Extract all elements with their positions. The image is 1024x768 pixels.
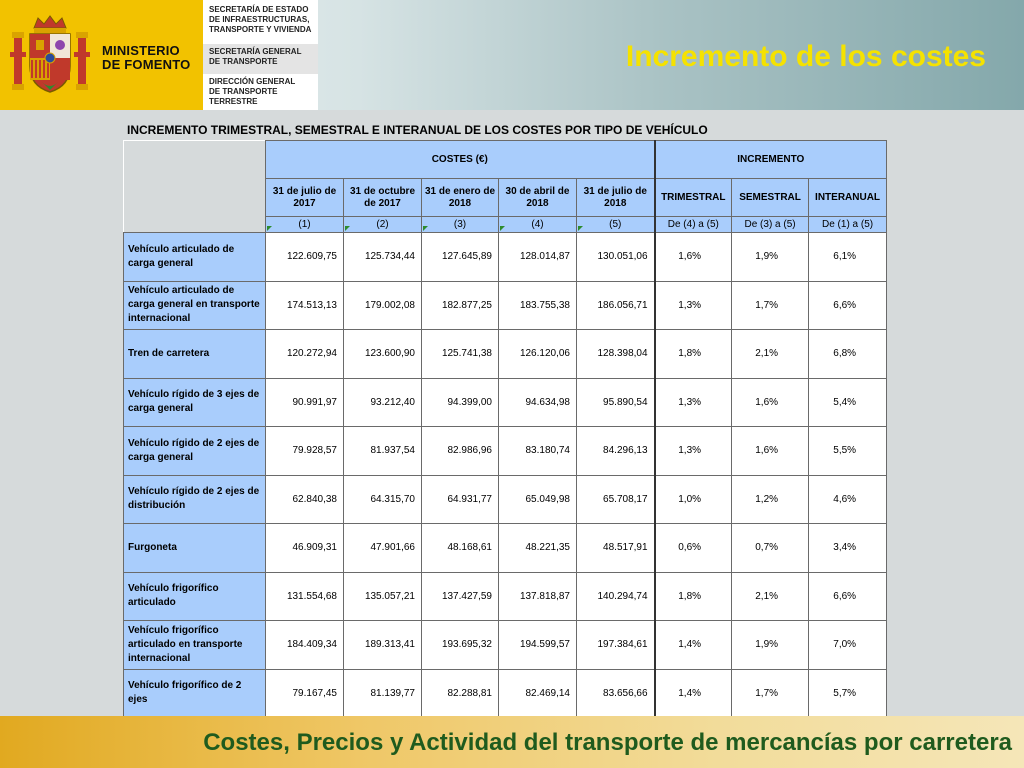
column-header-interanual: INTERANUAL — [809, 179, 887, 217]
cost-cell: 197.384,61 — [577, 621, 655, 670]
row-label-vehicle-type: Vehículo articulado de carga general — [124, 233, 266, 282]
table-body — [124, 233, 887, 718]
secretariat-state-line: SECRETARÍA DE ESTADO — [209, 5, 309, 14]
row-label-vehicle-type: Vehículo rígido de 2 ejes de distribución — [124, 475, 266, 524]
table-row — [124, 281, 887, 330]
table-row — [124, 427, 887, 476]
row-label-vehicle-type: Vehículo articulado de carga general en transporte internacional — [124, 281, 266, 330]
cost-cell: 64.931,77 — [422, 475, 499, 524]
increment-cell: 1,4% — [655, 621, 732, 670]
column-number — [499, 217, 577, 233]
directorate-general — [203, 74, 318, 110]
increment-cell: 3,4% — [809, 524, 887, 573]
row-label-vehicle-type: Vehículo rígido de 3 ejes de carga general — [124, 378, 266, 427]
comment-marker-icon — [500, 226, 505, 231]
ministry-name — [102, 44, 190, 72]
cost-cell: 183.755,38 — [499, 281, 577, 330]
cost-cell: 83.656,66 — [577, 669, 655, 718]
cost-cell: 131.554,68 — [266, 572, 344, 621]
coat-of-arms-icon — [10, 14, 90, 96]
cost-cell: 135.057,21 — [344, 572, 422, 621]
comment-marker-icon — [267, 226, 272, 231]
increment-cell: 6,6% — [809, 281, 887, 330]
comment-marker-icon — [345, 226, 350, 231]
column-range: De (4) a (5) — [655, 217, 732, 233]
cost-cell: 47.901,66 — [344, 524, 422, 573]
cost-cell: 95.890,54 — [577, 378, 655, 427]
ministry-logo-box — [0, 0, 200, 110]
cost-cell: 186.056,71 — [577, 281, 655, 330]
increment-cell: 1,7% — [732, 281, 809, 330]
row-label-vehicle-type: Furgoneta — [124, 524, 266, 573]
table-corner — [124, 141, 266, 233]
column-header-date: 31 de julio de 2017 — [266, 179, 344, 217]
cost-cell: 93.212,40 — [344, 378, 422, 427]
cost-cell: 65.708,17 — [577, 475, 655, 524]
comment-marker-icon — [423, 226, 428, 231]
column-number — [266, 217, 344, 233]
cost-cell: 83.180,74 — [499, 427, 577, 476]
footer-banner — [0, 716, 1024, 768]
increment-cell: 2,1% — [732, 572, 809, 621]
column-header-trimestral: TRIMESTRAL — [655, 179, 732, 217]
group-header-incremento: INCREMENTO — [655, 141, 887, 179]
cost-cell: 84.296,13 — [577, 427, 655, 476]
cost-cell: 48.168,61 — [422, 524, 499, 573]
increment-cell: 1,6% — [732, 427, 809, 476]
cost-cell: 137.427,59 — [422, 572, 499, 621]
cost-cell: 128.398,04 — [577, 330, 655, 379]
increment-cell: 1,3% — [655, 378, 732, 427]
column-number-text: (1) — [298, 219, 311, 230]
increment-cell: 2,1% — [732, 330, 809, 379]
increment-cell: 0,6% — [655, 524, 732, 573]
column-header-date: 31 de octubre de 2017 — [344, 179, 422, 217]
cost-cell: 79.928,57 — [266, 427, 344, 476]
directorate-line: TERRESTRE — [209, 97, 258, 106]
cost-cell: 48.221,35 — [499, 524, 577, 573]
row-label-vehicle-type: Vehículo frigorífico articulado — [124, 572, 266, 621]
cost-cell: 122.609,75 — [266, 233, 344, 282]
table-row — [124, 330, 887, 379]
ministry-line-2: DE FOMENTO — [102, 57, 191, 72]
secretariat-state-line: DE INFRAESTRUCTURAS, — [209, 15, 310, 24]
cost-table — [123, 140, 887, 718]
secretariat-general-line: SECRETARÍA GENERAL — [209, 47, 302, 56]
column-number-text: (3) — [453, 219, 467, 230]
cost-cell: 184.409,34 — [266, 621, 344, 670]
cost-cell: 82.288,81 — [422, 669, 499, 718]
column-number-text: (5) — [609, 219, 622, 230]
increment-cell: 1,0% — [655, 475, 732, 524]
column-range: De (3) a (5) — [732, 217, 809, 233]
cost-cell: 125.734,44 — [344, 233, 422, 282]
cost-cell: 123.600,90 — [344, 330, 422, 379]
cost-cell: 81.139,77 — [344, 669, 422, 718]
cost-cell: 81.937,54 — [344, 427, 422, 476]
column-header-date: 30 de abril de 2018 — [499, 179, 577, 217]
table-row — [124, 233, 887, 282]
cost-cell: 94.634,98 — [499, 378, 577, 427]
increment-cell: 5,7% — [809, 669, 887, 718]
cost-cell: 126.120,06 — [499, 330, 577, 379]
increment-cell: 1,6% — [732, 378, 809, 427]
increment-cell: 7,0% — [809, 621, 887, 670]
row-label-vehicle-type: Tren de carretera — [124, 330, 266, 379]
column-header-date: 31 de julio de 2018 — [577, 179, 655, 217]
table-row — [124, 669, 887, 718]
table-row — [124, 621, 887, 670]
increment-cell: 1,8% — [655, 330, 732, 379]
comment-marker-icon — [578, 226, 583, 231]
increment-cell: 1,6% — [655, 233, 732, 282]
increment-cell: 0,7% — [732, 524, 809, 573]
table-row — [124, 475, 887, 524]
increment-cell: 1,9% — [732, 233, 809, 282]
cost-cell: 90.991,97 — [266, 378, 344, 427]
increment-cell: 6,6% — [809, 572, 887, 621]
row-label-vehicle-type: Vehículo frigorífico de 2 ejes — [124, 669, 266, 718]
cost-cell: 137.818,87 — [499, 572, 577, 621]
directorate-line: DE TRANSPORTE — [209, 87, 278, 96]
increment-cell: 1,4% — [655, 669, 732, 718]
page-title: Incremento de los costes — [625, 40, 986, 73]
column-header-date: 31 de enero de 2018 — [422, 179, 499, 217]
column-header-semestral: SEMESTRAL — [732, 179, 809, 217]
secretariat-state-line: TRANSPORTE Y VIVIENDA — [209, 25, 312, 34]
cost-cell: 65.049,98 — [499, 475, 577, 524]
table-title: INCREMENTO TRIMESTRAL, SEMESTRAL E INTERANUAL DE LOS COSTES POR TIPO DE VEHÍCULO — [127, 123, 708, 137]
header-banner — [0, 0, 1024, 110]
cost-cell: 62.840,38 — [266, 475, 344, 524]
increment-cell: 1,3% — [655, 427, 732, 476]
column-range: De (1) a (5) — [809, 217, 887, 233]
cost-cell: 130.051,06 — [577, 233, 655, 282]
group-header-costes: COSTES (€) — [266, 141, 655, 179]
cost-cell: 64.315,70 — [344, 475, 422, 524]
cost-cell: 82.986,96 — [422, 427, 499, 476]
row-label-vehicle-type: Vehículo frigorífico articulado en transporte internacional — [124, 621, 266, 670]
table-row — [124, 378, 887, 427]
cost-cell: 94.399,00 — [422, 378, 499, 427]
table-row — [124, 572, 887, 621]
increment-cell: 5,5% — [809, 427, 887, 476]
increment-cell: 4,6% — [809, 475, 887, 524]
column-number-text: (2) — [376, 219, 389, 230]
cost-cell: 120.272,94 — [266, 330, 344, 379]
secretariat-column — [200, 0, 318, 110]
cost-cell: 194.599,57 — [499, 621, 577, 670]
secretariat-state — [203, 0, 318, 44]
cost-cell: 140.294,74 — [577, 572, 655, 621]
increment-cell: 6,8% — [809, 330, 887, 379]
footer-title: Costes, Precios y Actividad del transporte de mercancías por carretera — [203, 729, 1012, 756]
cost-cell: 48.517,91 — [577, 524, 655, 573]
column-number — [577, 217, 655, 233]
cost-cell: 127.645,89 — [422, 233, 499, 282]
row-label-vehicle-type: Vehículo rígido de 2 ejes de carga general — [124, 427, 266, 476]
directorate-line: DIRECCIÓN GENERAL — [209, 77, 296, 86]
increment-cell: 1,8% — [655, 572, 732, 621]
cost-cell: 179.002,08 — [344, 281, 422, 330]
column-number-text: (4) — [531, 219, 544, 230]
cost-cell: 128.014,87 — [499, 233, 577, 282]
cost-cell: 182.877,25 — [422, 281, 499, 330]
cost-cell: 125.741,38 — [422, 330, 499, 379]
column-number — [344, 217, 422, 233]
cost-cell: 82.469,14 — [499, 669, 577, 718]
cost-cell: 189.313,41 — [344, 621, 422, 670]
ministry-line-1: MINISTERIO — [102, 43, 180, 58]
table-row — [124, 524, 887, 573]
increment-cell: 1,3% — [655, 281, 732, 330]
increment-cell: 5,4% — [809, 378, 887, 427]
cost-cell: 79.167,45 — [266, 669, 344, 718]
increment-cell: 1,9% — [732, 621, 809, 670]
increment-cell: 6,1% — [809, 233, 887, 282]
column-number — [422, 217, 499, 233]
cost-cell: 193.695,32 — [422, 621, 499, 670]
cost-cell: 174.513,13 — [266, 281, 344, 330]
secretariat-general — [203, 44, 318, 74]
increment-cell: 1,7% — [732, 669, 809, 718]
secretariat-general-line: DE TRANSPORTE — [209, 57, 278, 66]
cost-cell: 46.909,31 — [266, 524, 344, 573]
cost-table-container — [123, 120, 889, 718]
increment-cell: 1,2% — [732, 475, 809, 524]
